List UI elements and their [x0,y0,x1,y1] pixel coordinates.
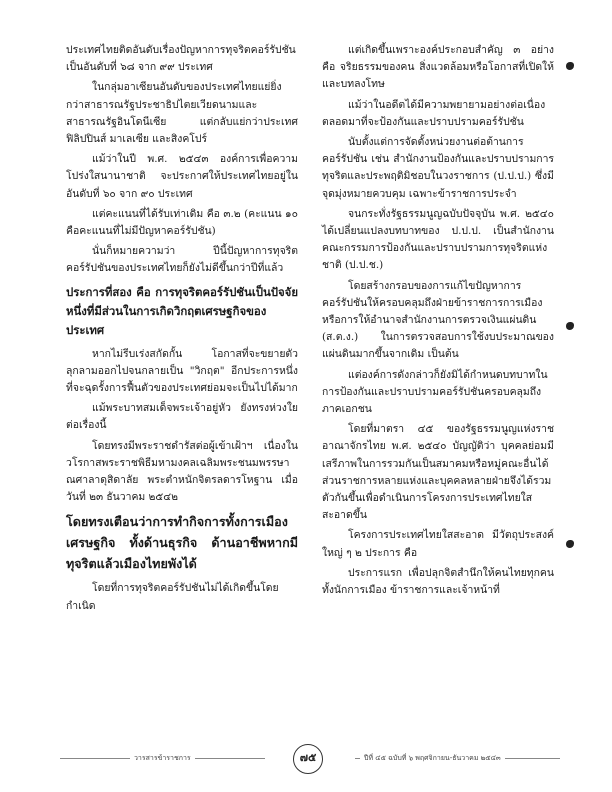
paragraph: โดยสร้างกรอบของการแก้ไขปัญหาการคอร์รัปชันให้ครอบคลุมถึงฝ่ายข้าราชการการเมือง หรือการให้อำนาจสำนักงานการตรวจเงินแผ่นดิน (ส.ต.ง.) ในการตรวจสอบการใช้งบประมาณของแผ่นดินมากขึ้นจากเดิม เป็นต้น [322,279,554,361]
journal-name: วารสารข้าราชการ [130,748,195,768]
paragraph: ประการแรก เพื่อปลุกจิตสำนึกให้คนไทยทุกคนทั้งนักการเมือง ข้าราชการและเจ้าหน้าที่ [322,566,554,597]
page-number: ๗๕ [293,744,323,774]
issue-info: ปีที่ ๔๕ ฉบับที่ ๖ พฤศจิกายน-ธันวาคม ๒๕๔๓ [360,748,505,768]
paragraph: ในกลุ่มอาเซียนอันดับของประเทศไทยแย่ยิ่งกว่าสาธารณรัฐประชาธิปไตยเวียดนามและสาธารณรัฐอินโดนีเซีย แต่กลับแย่กว่าประเทศฟิลิปปินส์ มาเลเซีย และสิงคโปร์ [66,81,298,146]
left-column [66,42,298,618]
paragraph: โดยที่การทุจริตคอร์รัปชันไม่ได้เกิดขึ้นโดยกำเนิด [66,582,279,612]
paragraph: โดยทรงมีพระราชดำรัสต่อผู้เข้าเฝ้าฯ เนื่องในวโรกาสพระราชพิธีมหามงคลเฉลิมพระชนมพรรษาณศาลาดุสิดาลัย พระตำหนักจิตรลดารโหฐาน เมื่อวันที่ ๒๓ ธันวาคม ๒๕๔๒ [66,439,298,504]
paragraph: จนกระทั่งรัฐธรรมนูญฉบับปัจจุบัน พ.ศ. ๒๕๔๐ ได้เปลี่ยนแปลงบทบาทของ ป.ป.ป. เป็นสำนักงานคณะกรรมการป้องกันและปราบปรามการทุจริตแห่งชาติ (ป.ป.ช.) [322,207,554,272]
paragraph: หากไม่รีบเร่งสกัดกั้น โอกาสที่จะขยายตัวลุกลามออกไปจนกลายเป็น "วิกฤต" อีกประการหนึ่งที่จะฉุดรั้งการฟื้นตัวของประเทศย่อมจะเป็นไปได้มาก [66,347,298,395]
paragraph: แม้พระบาทสมเด็จพระเจ้าอยู่หัว ยังทรงห่วงใยต่อเรื่องนี้ [66,402,298,432]
binder-hole-mark [566,540,574,548]
paragraph: แต่องค์การดังกล่าวก็ยังมิได้กำหนดบทบาทในการป้องกันและปราบปรามคอร์รัปชันครอบคลุมถึงภาคเอกชน [322,368,548,416]
section-heading: โดยทรงเตือนว่าการทำกิจการทั้งการเมือง เศรษฐกิจ ทั้งด้านธุรกิจ ด้านอาชีพหากมีทุจริตแล้วเมืองไทยพังได้ [66,514,298,572]
paragraph: ประเทศไทยติดอันดับเรื่องปัญหาการทุจริตคอร์รัปชันเป็นอันดับที่ ๖๘ จาก ๙๙ ประเทศ [66,44,296,74]
paragraph: นั่นก็หมายความว่า ปีนี้ปัญหาการทุจริตคอร์รัปชันของประเทศไทยก็ยังไม่ดีขึ้นกว่าปีที่แล้ว [66,245,298,275]
binder-hole-mark [566,322,574,330]
paragraph: โดยที่มาตรา ๔๕ ของรัฐธรรมนูญแห่งราชอาณาจักรไทย พ.ศ. ๒๕๔๐ บัญญัติว่า บุคคลย่อมมีเสรีภาพในการรวมกันเป็นสมาคมหรือหมู่คณะอื่นได้ ส่วนราชการหลายแห่งและบุคคลหลายฝ่ายจึงได้รวมตัวกันขึ้นเพื่อดำเนินการโครงการประเทศไทยใสสะอาดขึ้น [322,423,554,522]
paragraph: โครงการประเทศไทยใสสะอาด มีวัตถุประสงค์ใหญ่ ๆ ๒ ประการ คือ [322,529,554,559]
paragraph: แต่คะแนนที่ได้รับเท่าเดิม คือ ๓.๒ (คะแนน ๑๐ คือคะแนนที่ไม่มีปัญหาคอร์รัปชัน) [66,207,298,238]
paragraph: แต่เกิดขึ้นเพราะองค์ประกอบสำคัญ ๓ อย่าง คือ จริยธรรมของคน สิ่งแวดล้อมหรือโอกาสที่เปิดให้ และบทลงโทษ [322,44,554,91]
section-heading: ประการที่สอง คือ การทุจริตคอร์รัปชันเป็นปัจจัยหนึ่งที่มีส่วนในการเกิดวิกฤตเศรษฐกิจของประเทศ [66,284,298,337]
right-column [322,42,554,602]
paragraph: แม้ว่าในปี พ.ศ. ๒๕๔๓ องค์การเพื่อความโปร่งใสนานาชาติ จะประกาศให้ประเทศไทยอยู่ในอันดับที่ ๖๐ จาก ๙๐ ประเทศ [66,153,298,200]
binder-hole-mark [566,62,574,70]
paragraph: นับตั้งแต่การจัดตั้งหน่วยงานต่อต้านการคอร์รัปชัน เช่น สำนักงานป้องกันและปราบปรามการทุจริตและประพฤติมิชอบในวงราชการ (ป.ป.ป.) ซึ่งมีจุดมุ่งหมายควบคุม เฉพาะข้าราชการประจำ [322,136,554,200]
page-footer [60,748,560,768]
paragraph: แม้ว่าในอดีตได้มีความพยายามอย่างต่อเนื่องตลอดมาที่จะป้องกันและปราบปรามคอร์รัปชัน [322,98,546,128]
